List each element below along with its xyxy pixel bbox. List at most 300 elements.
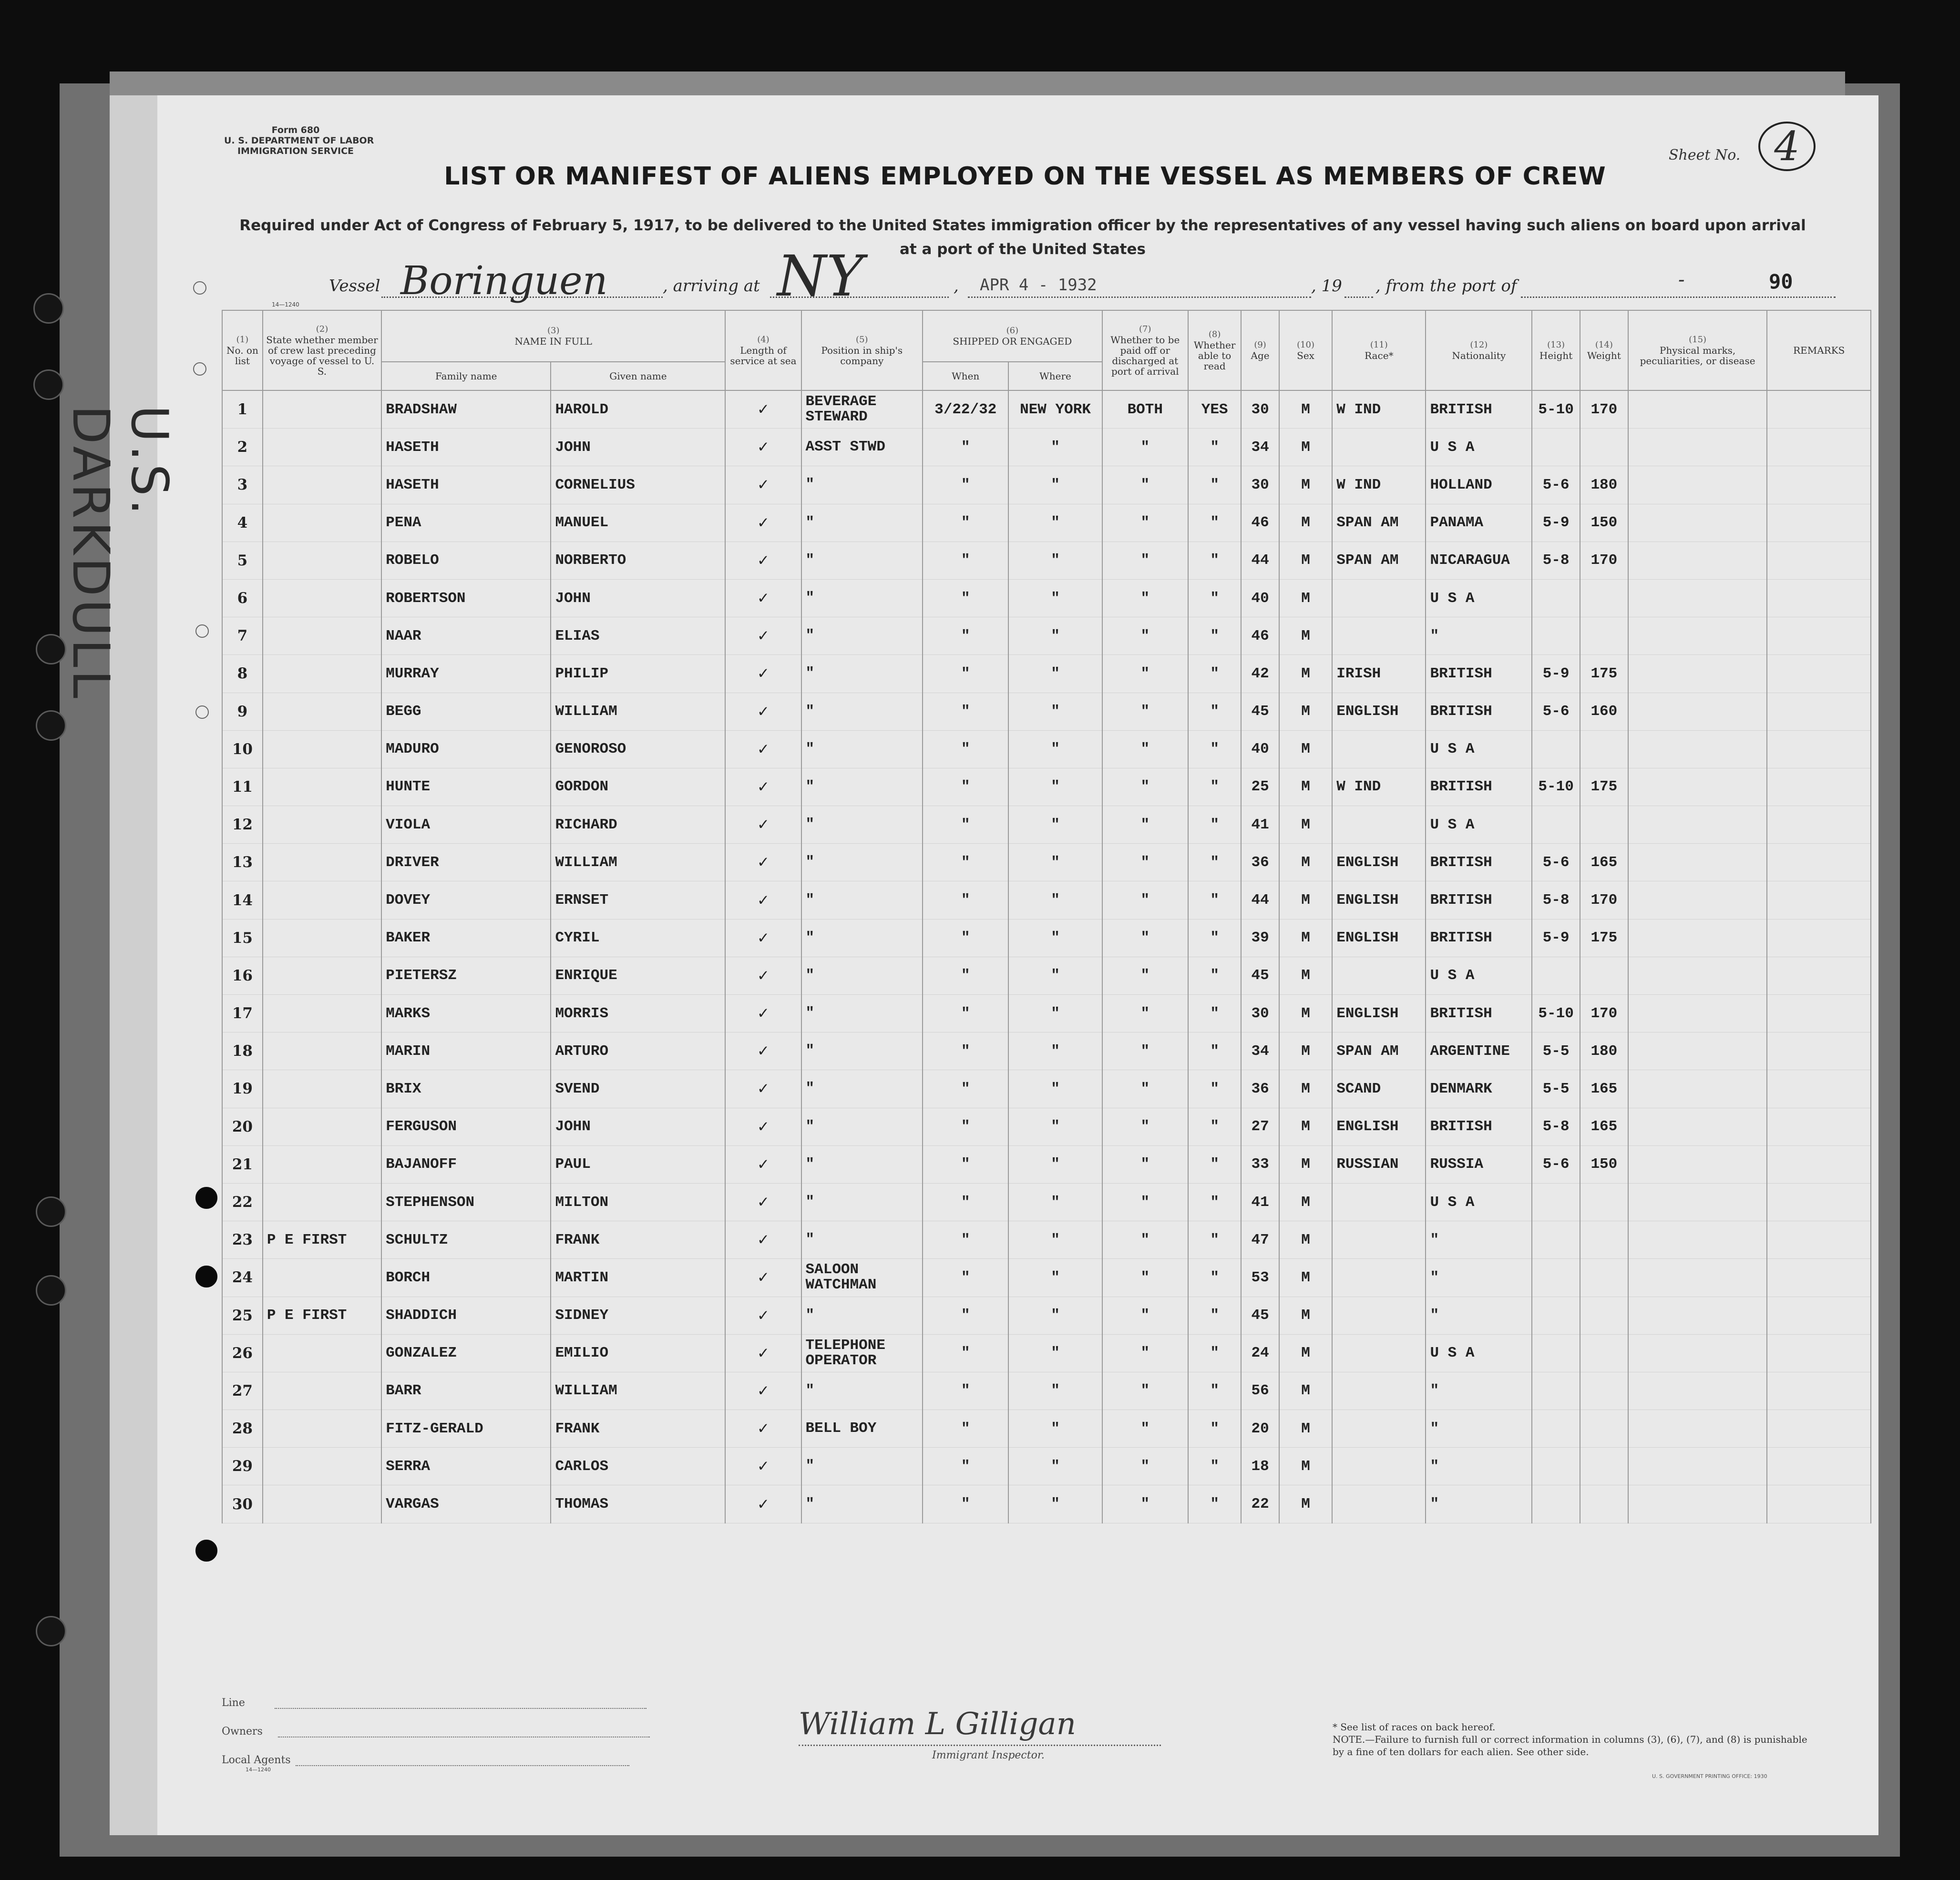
cell-able-to-read: " [1188, 693, 1241, 730]
cell-nationality: U S A [1426, 730, 1532, 768]
cell-shipped-where: " [1008, 1334, 1102, 1372]
cell-paid-off: " [1102, 693, 1188, 730]
cell-remarks [1767, 693, 1871, 730]
cell-height [1532, 957, 1580, 994]
cell-sex: M [1279, 1372, 1332, 1410]
cell-given-name: CARLOS [551, 1448, 725, 1485]
cell-position: " [801, 617, 923, 655]
table-row [222, 844, 1871, 881]
cell-given-name: ERNSET [551, 881, 725, 919]
table-row [222, 919, 1871, 957]
cell-previous-voyage [263, 1410, 381, 1448]
cell-row-number: 17 [222, 995, 263, 1032]
cell-weight: 175 [1580, 919, 1628, 957]
cell-family-name: BRIX [381, 1070, 551, 1108]
cell-race: W IND [1332, 768, 1426, 806]
cell-remarks [1767, 1183, 1871, 1221]
cell-shipped-when: " [923, 768, 1008, 806]
cell-sex: M [1279, 806, 1332, 844]
manifest-rows [222, 390, 1871, 1523]
cell-position: " [801, 1372, 923, 1410]
cell-shipped-when: " [923, 617, 1008, 655]
cell-family-name: MADURO [381, 730, 551, 768]
cell-race [1332, 1334, 1426, 1372]
cell-shipped-where: " [1008, 693, 1102, 730]
cell-shipped-when: " [923, 1448, 1008, 1485]
cell-race: IRISH [1332, 655, 1426, 693]
cell-age: 30 [1241, 466, 1279, 504]
cell-able-to-read: " [1188, 1372, 1241, 1410]
cell-row-number: 28 [222, 1410, 263, 1448]
cell-position: " [801, 1221, 923, 1259]
cell-able-to-read: " [1188, 429, 1241, 466]
cell-previous-voyage [263, 806, 381, 844]
cell-sex: M [1279, 1448, 1332, 1485]
cell-age: 45 [1241, 957, 1279, 994]
cell-height [1532, 1297, 1580, 1334]
cell-physical-marks [1628, 542, 1767, 579]
cell-family-name: PIETERSZ [381, 957, 551, 994]
cell-sex: M [1279, 1145, 1332, 1183]
header-col-4: (4) Length of service at sea [725, 310, 801, 390]
cell-service-check: ✓ [725, 1448, 801, 1485]
cell-given-name: FRANK [551, 1410, 725, 1448]
header-col-1: (1) No. on list [222, 310, 263, 390]
printing-office: U. S. GOVERNMENT PRINTING OFFICE: 1930 [1652, 1773, 1767, 1779]
cell-shipped-when: " [923, 1183, 1008, 1221]
cell-previous-voyage [263, 1259, 381, 1297]
cell-family-name: BAKER [381, 919, 551, 957]
cell-remarks [1767, 919, 1871, 957]
cell-previous-voyage [263, 617, 381, 655]
cell-shipped-when: " [923, 919, 1008, 957]
cell-weight: 180 [1580, 1032, 1628, 1070]
cell-row-number: 7 [222, 617, 263, 655]
cell-race [1332, 730, 1426, 768]
cell-age: 30 [1241, 390, 1279, 429]
cell-previous-voyage [263, 1372, 381, 1410]
cell-shipped-when: " [923, 693, 1008, 730]
cell-paid-off: " [1102, 844, 1188, 881]
cell-sex: M [1279, 919, 1332, 957]
sheet-label: Sheet No. [1669, 147, 1741, 163]
cell-given-name: ELIAS [551, 617, 725, 655]
cell-weight [1580, 1259, 1628, 1297]
table-row [222, 1372, 1871, 1410]
cell-row-number: 21 [222, 1145, 263, 1183]
cell-row-number: 22 [222, 1183, 263, 1221]
cell-shipped-when: " [923, 1334, 1008, 1372]
cell-able-to-read: " [1188, 617, 1241, 655]
cell-age: 22 [1241, 1485, 1279, 1523]
cell-paid-off: BOTH [1102, 390, 1188, 429]
cell-height: 5-10 [1532, 768, 1580, 806]
cell-nationality: BRITISH [1426, 881, 1532, 919]
cell-position: " [801, 504, 923, 542]
cell-shipped-where: " [1008, 542, 1102, 579]
cell-sex: M [1279, 504, 1332, 542]
cell-weight: 170 [1580, 995, 1628, 1032]
cell-weight [1580, 1221, 1628, 1259]
cell-given-name: CORNELIUS [551, 466, 725, 504]
cell-physical-marks [1628, 655, 1767, 693]
cell-shipped-where: " [1008, 730, 1102, 768]
table-row [222, 1334, 1871, 1372]
table-row [222, 957, 1871, 994]
cell-height: 5-5 [1532, 1070, 1580, 1108]
cell-sex: M [1279, 655, 1332, 693]
cell-shipped-where: " [1008, 1070, 1102, 1108]
cell-remarks [1767, 429, 1871, 466]
table-row [222, 390, 1871, 429]
cell-nationality: PANAMA [1426, 504, 1532, 542]
cell-physical-marks [1628, 730, 1767, 768]
cell-physical-marks [1628, 995, 1767, 1032]
cell-given-name: JOHN [551, 429, 725, 466]
cell-age: 45 [1241, 693, 1279, 730]
cell-physical-marks [1628, 1032, 1767, 1070]
cell-paid-off: " [1102, 1183, 1188, 1221]
cell-physical-marks [1628, 1108, 1767, 1145]
cell-given-name: MANUEL [551, 504, 725, 542]
cell-position: " [801, 1485, 923, 1523]
cell-position: " [801, 542, 923, 579]
cell-paid-off: " [1102, 1221, 1188, 1259]
cell-given-name: MILTON [551, 1183, 725, 1221]
cell-previous-voyage [263, 919, 381, 957]
table-row [222, 655, 1871, 693]
binder-hole [36, 1616, 66, 1646]
cell-remarks [1767, 579, 1871, 617]
header-col-12: (12) Nationality [1426, 310, 1532, 390]
cell-shipped-where: " [1008, 1221, 1102, 1259]
cell-weight [1580, 1448, 1628, 1485]
cell-weight [1580, 957, 1628, 994]
cell-service-check: ✓ [725, 390, 801, 429]
cell-family-name: HASETH [381, 429, 551, 466]
cell-service-check: ✓ [725, 655, 801, 693]
cell-shipped-where: " [1008, 1410, 1102, 1448]
punch-ring [193, 362, 206, 376]
cell-race: SPAN AM [1332, 542, 1426, 579]
cell-physical-marks [1628, 1372, 1767, 1410]
service: IMMIGRATION SERVICE [237, 146, 354, 156]
cell-shipped-where: " [1008, 995, 1102, 1032]
cell-remarks [1767, 466, 1871, 504]
side-stamp: U.S. DARKDULL [62, 405, 179, 701]
cell-nationality: " [1426, 1485, 1532, 1523]
table-row [222, 1145, 1871, 1183]
cell-shipped-where: " [1008, 1297, 1102, 1334]
cell-service-check: ✓ [725, 806, 801, 844]
cell-sex: M [1279, 579, 1332, 617]
cell-previous-voyage [263, 881, 381, 919]
cell-sex: M [1279, 1070, 1332, 1108]
cell-given-name: SVEND [551, 1070, 725, 1108]
cell-shipped-when: " [923, 957, 1008, 994]
cell-given-name: MORRIS [551, 995, 725, 1032]
cell-shipped-where: " [1008, 579, 1102, 617]
table-row [222, 995, 1871, 1032]
cell-physical-marks [1628, 1070, 1767, 1108]
cell-able-to-read: " [1188, 768, 1241, 806]
form-number: Form 680 [271, 125, 320, 135]
cell-height: 5-8 [1532, 542, 1580, 579]
cell-height [1532, 1334, 1580, 1372]
cell-able-to-read: " [1188, 1145, 1241, 1183]
cell-shipped-where: " [1008, 1485, 1102, 1523]
cell-given-name: THOMAS [551, 1485, 725, 1523]
cell-age: 24 [1241, 1334, 1279, 1372]
cell-given-name: MARTIN [551, 1259, 725, 1297]
cell-weight [1580, 429, 1628, 466]
cell-shipped-when: " [923, 1070, 1008, 1108]
arriving-port: NY [777, 243, 864, 309]
cell-given-name: RICHARD [551, 806, 725, 844]
cell-remarks [1767, 1032, 1871, 1070]
cell-previous-voyage: P E FIRST [263, 1221, 381, 1259]
cell-nationality: BRITISH [1426, 390, 1532, 429]
binder-hole [33, 293, 64, 324]
cell-paid-off: " [1102, 542, 1188, 579]
cell-family-name: BEGG [381, 693, 551, 730]
cell-age: 36 [1241, 844, 1279, 881]
cell-row-number: 19 [222, 1070, 263, 1108]
cell-previous-voyage [263, 466, 381, 504]
cell-sex: M [1279, 1334, 1332, 1372]
cell-paid-off: " [1102, 579, 1188, 617]
cell-able-to-read: " [1188, 466, 1241, 504]
cell-previous-voyage: P E FIRST [263, 1297, 381, 1334]
cell-remarks [1767, 1410, 1871, 1448]
cell-able-to-read: " [1188, 504, 1241, 542]
header-col-2: (2) State whether member of crew last preceding voyage of vessel to U. S. [263, 310, 381, 390]
cell-weight: 170 [1580, 390, 1628, 429]
cell-remarks [1767, 1448, 1871, 1485]
cell-remarks [1767, 1108, 1871, 1145]
cell-shipped-where: " [1008, 1372, 1102, 1410]
cell-previous-voyage [263, 1145, 381, 1183]
cell-able-to-read: " [1188, 957, 1241, 994]
cell-paid-off: " [1102, 1448, 1188, 1485]
cell-remarks [1767, 1070, 1871, 1108]
cell-paid-off: " [1102, 466, 1188, 504]
cell-remarks [1767, 1297, 1871, 1334]
cell-previous-voyage [263, 1070, 381, 1108]
cell-remarks [1767, 881, 1871, 919]
cell-height: 5-9 [1532, 655, 1580, 693]
header-col-10: (10) Sex [1279, 310, 1332, 390]
cell-nationality: " [1426, 1448, 1532, 1485]
cell-shipped-where: " [1008, 466, 1102, 504]
cell-service-check: ✓ [725, 1372, 801, 1410]
cell-able-to-read: " [1188, 1221, 1241, 1259]
cell-physical-marks [1628, 844, 1767, 881]
cell-age: 34 [1241, 1032, 1279, 1070]
table-row [222, 504, 1871, 542]
from-port: - [1678, 269, 1685, 291]
cell-row-number: 20 [222, 1108, 263, 1145]
cell-position: ASST STWD [801, 429, 923, 466]
footer-notes [1333, 1721, 1809, 1758]
cell-shipped-when: " [923, 1485, 1008, 1523]
manifest-table [222, 310, 1871, 1523]
cell-row-number: 30 [222, 1485, 263, 1523]
cell-shipped-when: " [923, 1372, 1008, 1410]
header-col-3: (3) NAME IN FULL [381, 310, 725, 362]
cell-position: SALOON WATCHMAN [801, 1259, 923, 1297]
vessel-label: Vessel [329, 276, 380, 296]
table-row [222, 1221, 1871, 1259]
table-row [222, 693, 1871, 730]
cell-physical-marks [1628, 466, 1767, 504]
cell-able-to-read: " [1188, 806, 1241, 844]
cell-position: " [801, 1145, 923, 1183]
page-subtitle: Required under Act of Congress of February 5, 1917, to be delivered to the United States immigration officer by the representatives of any vessel having such aliens on board upon arrival at a port of the United States [239, 217, 1806, 258]
cell-height: 5-6 [1532, 1145, 1580, 1183]
header-col-8: (8) Whether able to read [1188, 310, 1241, 390]
cell-paid-off: " [1102, 1108, 1188, 1145]
cell-height: 5-8 [1532, 881, 1580, 919]
cell-family-name: ROBERTSON [381, 579, 551, 617]
cell-physical-marks [1628, 390, 1767, 429]
cell-service-check: ✓ [725, 995, 801, 1032]
cell-age: 56 [1241, 1372, 1279, 1410]
header-col-15: (15) Physical marks, peculiarities, or disease [1628, 310, 1767, 390]
cell-previous-voyage [263, 655, 381, 693]
cell-given-name: CYRIL [551, 919, 725, 957]
cell-race [1332, 617, 1426, 655]
cell-service-check: ✓ [725, 542, 801, 579]
cell-sex: M [1279, 693, 1332, 730]
cell-sex: M [1279, 1485, 1332, 1523]
cell-nationality: U S A [1426, 957, 1532, 994]
header-col-5: (5) Position in ship's company [801, 310, 923, 390]
cell-able-to-read: " [1188, 1032, 1241, 1070]
cell-age: 34 [1241, 429, 1279, 466]
cell-family-name: SERRA [381, 1448, 551, 1485]
cell-weight: 160 [1580, 693, 1628, 730]
cell-race [1332, 1259, 1426, 1297]
cell-nationality: BRITISH [1426, 768, 1532, 806]
cell-nationality: DENMARK [1426, 1070, 1532, 1108]
cell-nationality: BRITISH [1426, 919, 1532, 957]
cell-paid-off: " [1102, 1259, 1188, 1297]
cell-shipped-where: " [1008, 1032, 1102, 1070]
table-row [222, 1108, 1871, 1145]
table-row [222, 466, 1871, 504]
cell-weight: 165 [1580, 844, 1628, 881]
cell-previous-voyage [263, 844, 381, 881]
cell-weight: 175 [1580, 768, 1628, 806]
cell-sex: M [1279, 1108, 1332, 1145]
arriving-label: , arriving at [663, 276, 760, 296]
punch-hole [195, 1266, 217, 1287]
cell-shipped-when: " [923, 806, 1008, 844]
cell-family-name: BAJANOFF [381, 1145, 551, 1183]
cell-nationality: NICARAGUA [1426, 542, 1532, 579]
cell-shipped-where: " [1008, 919, 1102, 957]
cell-row-number: 16 [222, 957, 263, 994]
cell-paid-off: " [1102, 1410, 1188, 1448]
line-field: Line [222, 1697, 646, 1709]
cell-physical-marks [1628, 1297, 1767, 1334]
cell-weight: 165 [1580, 1070, 1628, 1108]
cell-family-name: SCHULTZ [381, 1221, 551, 1259]
cell-paid-off: " [1102, 504, 1188, 542]
manifest-table-wrap [222, 310, 1871, 1659]
cell-position: " [801, 768, 923, 806]
cell-shipped-when: " [923, 1410, 1008, 1448]
cell-row-number: 8 [222, 655, 263, 693]
cell-paid-off: " [1102, 768, 1188, 806]
cell-given-name: GENOROSO [551, 730, 725, 768]
cell-physical-marks [1628, 1259, 1767, 1297]
header-col-14: (14) Weight [1580, 310, 1628, 390]
cell-race: ENGLISH [1332, 693, 1426, 730]
cell-given-name: WILLIAM [551, 1372, 725, 1410]
cell-family-name: NAAR [381, 617, 551, 655]
cell-sex: M [1279, 429, 1332, 466]
cell-service-check: ✓ [725, 1032, 801, 1070]
year-prefix: , 19 [1311, 276, 1342, 296]
header-given-name: Given name [551, 362, 725, 390]
cell-sex: M [1279, 730, 1332, 768]
cell-race: SPAN AM [1332, 504, 1426, 542]
cell-given-name: JOHN [551, 1108, 725, 1145]
cell-race [1332, 1448, 1426, 1485]
cell-family-name: DRIVER [381, 844, 551, 881]
cell-sex: M [1279, 1410, 1332, 1448]
cell-row-number: 10 [222, 730, 263, 768]
cell-shipped-when: " [923, 995, 1008, 1032]
cell-service-check: ✓ [725, 1183, 801, 1221]
cell-family-name: FITZ-GERALD [381, 1410, 551, 1448]
cell-nationality: " [1426, 1221, 1532, 1259]
cell-sex: M [1279, 1032, 1332, 1070]
cell-able-to-read: " [1188, 655, 1241, 693]
cell-remarks [1767, 1259, 1871, 1297]
cell-race: ENGLISH [1332, 844, 1426, 881]
cell-paid-off: " [1102, 919, 1188, 957]
header-family-name: Family name [381, 362, 551, 390]
cell-height [1532, 617, 1580, 655]
cell-age: 27 [1241, 1108, 1279, 1145]
cell-service-check: ✓ [725, 1334, 801, 1372]
cell-weight: 170 [1580, 542, 1628, 579]
cell-able-to-read: " [1188, 881, 1241, 919]
cell-physical-marks [1628, 1334, 1767, 1372]
margin-number: 90 [1769, 270, 1793, 293]
cell-height [1532, 1485, 1580, 1523]
cell-remarks [1767, 655, 1871, 693]
cell-age: 33 [1241, 1145, 1279, 1183]
sheet-number: 4 [1758, 122, 1816, 171]
cell-weight [1580, 1372, 1628, 1410]
header-col-7: (7) Whether to be paid off or discharged at port of arrival [1102, 310, 1188, 390]
cell-height: 5-6 [1532, 466, 1580, 504]
cell-race: ENGLISH [1332, 995, 1426, 1032]
header-col-6: (6) SHIPPED OR ENGAGED [923, 310, 1102, 362]
cell-race [1332, 806, 1426, 844]
cell-weight [1580, 1297, 1628, 1334]
cell-race: W IND [1332, 390, 1426, 429]
form-code-bottom: 14—1240 [246, 1767, 271, 1773]
cell-weight [1580, 730, 1628, 768]
cell-previous-voyage [263, 429, 381, 466]
cell-paid-off: " [1102, 1372, 1188, 1410]
cell-shipped-where: " [1008, 881, 1102, 919]
